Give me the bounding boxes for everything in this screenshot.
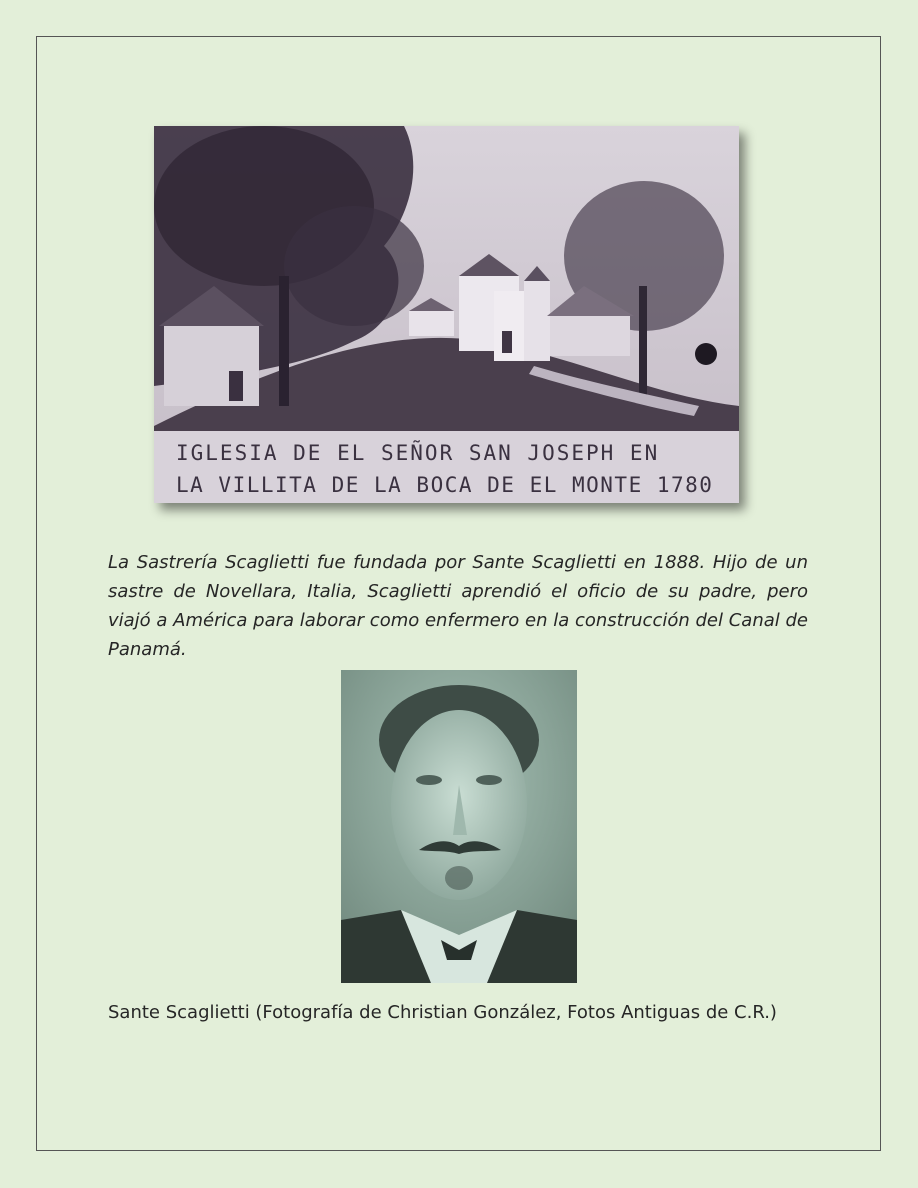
church-inscription-line1: IGLESIA DE EL SEÑOR SAN JOSEPH EN xyxy=(176,441,660,465)
history-paragraph: La Sastrería Scaglietti fue fundada por Sante Scaglietti en 1888. Hijo de un sastre de Novellara, Italia, Scaglietti aprendió el oficio de su padre, pero viajó a América para laborar como enfermero en la construcción del Canal de Panamá. xyxy=(108,552,808,660)
portrait-caption: Sante Scaglietti (Fotografía de Christian González, Fotos Antiguas de C.R.) xyxy=(108,1002,777,1023)
church-photo xyxy=(154,126,739,503)
portrait-photo xyxy=(341,670,577,983)
church-inscription-line2: LA VILLITA DE LA BOCA DE EL MONTE 1780 xyxy=(176,473,714,497)
